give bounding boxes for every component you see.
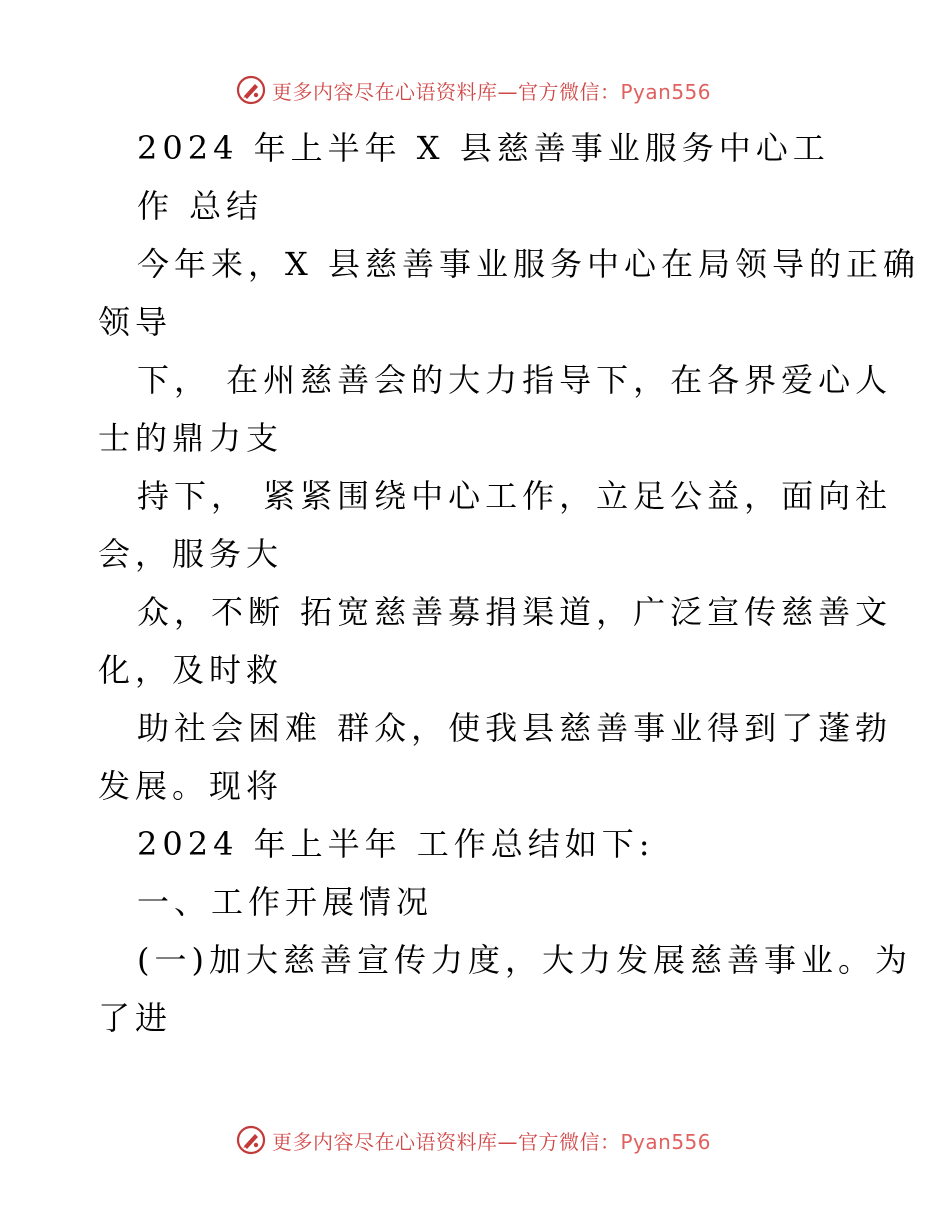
footer-watermark: [236, 1123, 711, 1157]
doc-text-line: 发展。现将: [98, 767, 284, 805]
doc-text-line: 化，及时救: [98, 651, 284, 689]
doc-text-line: 士的鼎力支: [98, 419, 284, 457]
watermark-handle: Pyan556: [620, 1129, 712, 1154]
doc-title-line-2: 作 总结: [137, 187, 264, 225]
doc-text-line: 助社会困难 群众，使我县慈善事业得到了蓬勃: [137, 709, 893, 747]
watermark-text: 更多内容尽在心语资料库—官方微信：Pyan556: [272, 79, 712, 104]
section-heading: 一、工作开展情况: [137, 883, 434, 921]
doc-text-line: 持下， 紧紧围绕中心工作，立足公益，面向社: [137, 477, 893, 515]
doc-title-line-1: 2024 年上半年 X 县慈善事业服务中心工: [137, 129, 830, 167]
watermark-text: 更多内容尽在心语资料库—官方微信：Pyan556: [272, 1129, 712, 1154]
doc-text-line: 了进: [98, 999, 173, 1037]
subsection-heading: (一)加大慈善宣传力度，大力发展慈善事业。为: [137, 941, 912, 979]
doc-text-line: 下， 在州慈善会的大力指导下，在各界爱心人: [137, 361, 893, 399]
watermark-handle: Pyan556: [620, 79, 712, 104]
doc-text-line: 今年来，X 县慈善事业服务中心在局领导的正确: [137, 245, 920, 283]
doc-text-line: 众，不断 拓宽慈善募捐渠道，广泛宣传慈善文: [137, 593, 893, 631]
pen-seal-logo-icon: [236, 1125, 266, 1155]
doc-text-line: 会，服务大: [98, 535, 284, 573]
doc-text-line: 领导: [98, 303, 173, 341]
doc-text-line: 2024 年上半年 工作总结如下:: [137, 825, 655, 863]
